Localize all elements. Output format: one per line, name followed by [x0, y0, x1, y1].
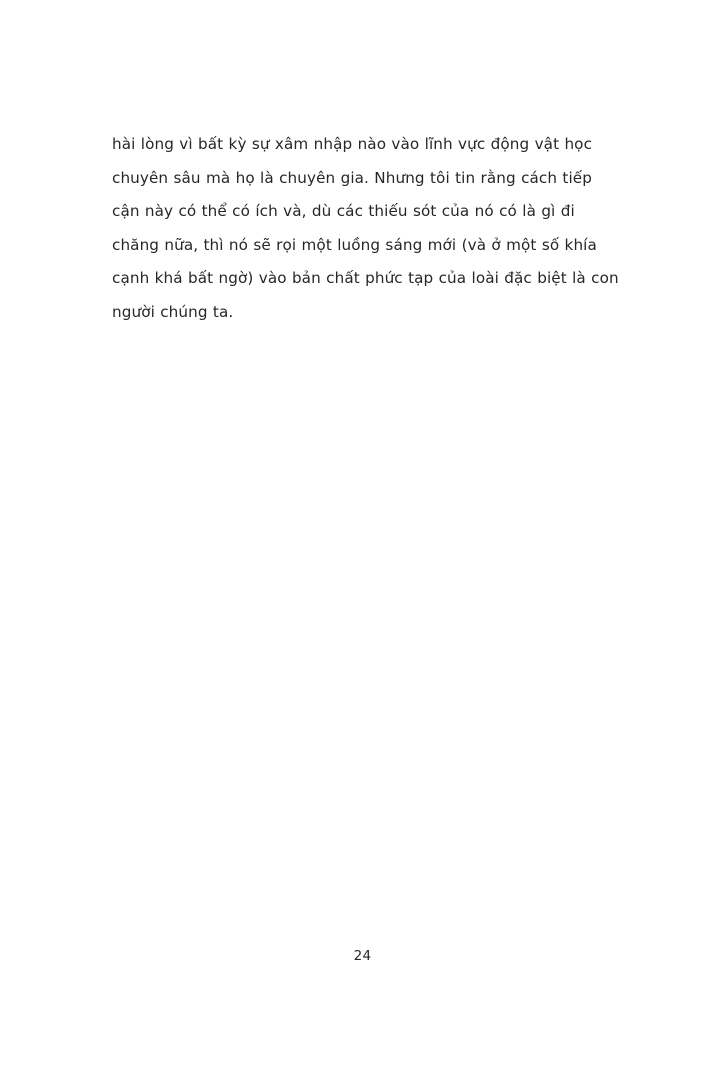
- body-paragraph: hài lòng vì bất kỳ sự xâm nhập nào vào lĩnh vực động vật học chuyên sâu mà họ là chuyên gia. Nhưng tôi tin rằng cách tiếp cận này có thể có ích và, dù các thiếu sót của nó có là gì đi chăng nữa, thì nó sẽ rọi một luồng sáng mới (và ở một số khía cạnh khá bất ngờ) vào bản chất phức tạp của loài đặc biệt là con người chúng ta.: [112, 135, 619, 321]
- page-number: 24: [353, 948, 372, 964]
